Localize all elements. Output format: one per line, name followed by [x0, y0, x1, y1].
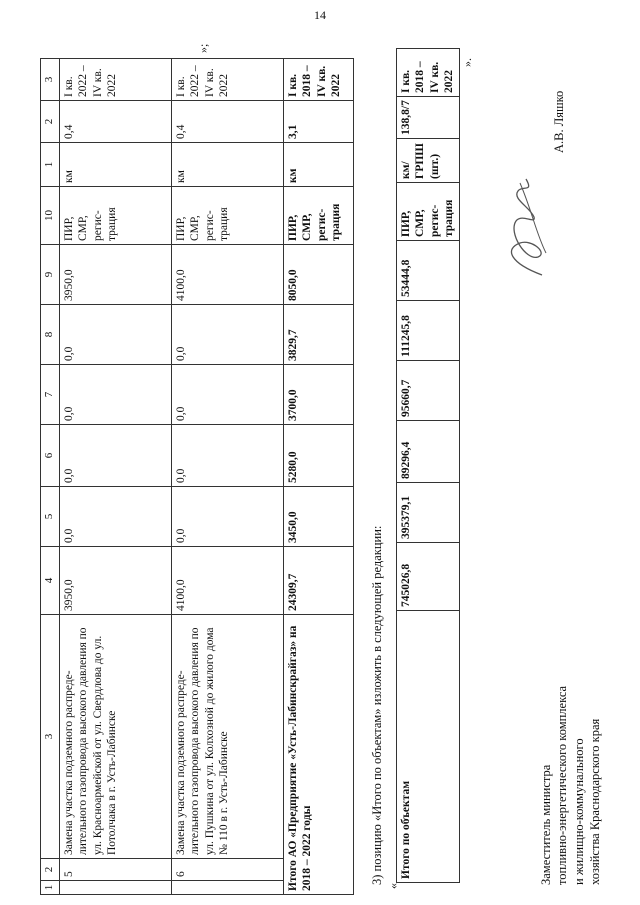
- table-row: [59, 59, 171, 895]
- value-2019: 89296,4: [397, 421, 460, 483]
- value-2022: 3950,0: [59, 245, 171, 305]
- value-2019: 0,0: [59, 425, 171, 487]
- col-num-4: 4: [41, 547, 60, 615]
- object-name: Замена участка подземного распреде-лительного газопровода высокого давления по ул. Красноармейской от ул. Свердлова до ул. Потолчака в г. Усть-Лабинске: [59, 615, 171, 859]
- col-num-11: 1: [41, 143, 60, 187]
- col-num-1: 1: [41, 881, 60, 895]
- value-2022: 4100,0: [171, 245, 283, 305]
- signatory-title-line: топливно-энергетического комплекса: [555, 685, 570, 885]
- value-2021: 0,0: [171, 305, 283, 365]
- row-number: 6: [171, 859, 283, 881]
- value-2022: 53444,8: [397, 241, 460, 301]
- value-2018: 395379,1: [397, 483, 460, 543]
- signatory-title-line: и жилищно-коммунального: [571, 738, 586, 885]
- signatory-name: А.В. Ляшко: [552, 90, 566, 153]
- col-num-12: 2: [41, 101, 60, 143]
- objects-table: [40, 58, 354, 895]
- row-number: 5: [59, 859, 171, 881]
- value-2021: 3829,7: [283, 305, 353, 365]
- col-num-13: 3: [41, 59, 60, 101]
- col-num-3: 3: [41, 615, 60, 859]
- value-2020: 3700,0: [283, 365, 353, 425]
- total-row: [397, 49, 460, 883]
- quantity: 0,4: [59, 101, 171, 143]
- closing-mark: »;: [196, 43, 210, 53]
- value-2020: 0,0: [171, 365, 283, 425]
- value-2020: 95660,7: [397, 361, 460, 421]
- total-value: 745026,8: [397, 543, 460, 611]
- objects-total-table: [396, 48, 460, 883]
- col-num-8: 8: [41, 305, 60, 365]
- value-2018: 0,0: [59, 487, 171, 547]
- close-quote: ».: [460, 58, 474, 67]
- total-value: 4100,0: [171, 547, 283, 615]
- period: I кв. 2022 – IV кв. 2022: [59, 59, 171, 101]
- col-num-2: 2: [41, 859, 60, 881]
- value-2020: 0,0: [59, 365, 171, 425]
- value-2019: 0,0: [171, 425, 283, 487]
- signatory-title-line: хозяйства Краснодарского края: [587, 718, 602, 885]
- unit: км: [59, 143, 171, 187]
- col-num-6: 6: [41, 425, 60, 487]
- col-num-10: 10: [41, 187, 60, 245]
- total-label: Итого по объектам: [397, 611, 460, 883]
- value-2018: 3450,0: [283, 487, 353, 547]
- total-value: 3950,0: [59, 547, 171, 615]
- value-2021: 111245,8: [397, 301, 460, 361]
- total-value: 24309,7: [283, 547, 353, 615]
- quantity: 138,8/7: [397, 97, 460, 139]
- handwritten-signature: [490, 173, 560, 283]
- col-num-5: 5: [41, 487, 60, 547]
- open-quote: «: [386, 883, 400, 889]
- rotated-content: [40, 25, 600, 895]
- work-type: ПИР, СМР, регис-трация: [283, 187, 353, 245]
- period: I кв. 2018 – IV кв. 2022: [283, 59, 353, 101]
- value-2019: 5280,0: [283, 425, 353, 487]
- col-num-9: 9: [41, 245, 60, 305]
- work-type: ПИР, СМР, регис-трация: [171, 187, 283, 245]
- period: I кв. 2018 – IV кв. 2022: [397, 49, 460, 97]
- row-col-1: [59, 881, 171, 895]
- total-row: [283, 59, 353, 895]
- quantity: 3,1: [283, 101, 353, 143]
- page-number: 14: [314, 8, 326, 22]
- work-type: ПИР, СМР, регис-трация: [59, 187, 171, 245]
- object-name: Замена участка подземного распреде-лительного газопровода высокого давления по ул. Пушкина от ул. Колхозной до жилого дома № 110 в г. Усть-Лабинске: [171, 615, 283, 859]
- clause-text: 3) позицию «Итого по объектам» изложить в следующей редакции:: [370, 525, 384, 885]
- period: I кв. 2022 – IV кв. 2022: [171, 59, 283, 101]
- unit: км: [283, 143, 353, 187]
- row-col-1: [171, 881, 283, 895]
- column-number-row: [41, 59, 60, 895]
- signatory-title: [538, 686, 603, 885]
- signatory-title-line: Заместитель министра: [539, 764, 553, 885]
- total-label: Итого АО «Предприятие «Усть-Лабинскрайгаз» на 2018 – 2022 годы: [283, 615, 353, 895]
- value-2021: 0,0: [59, 305, 171, 365]
- table-row: [171, 59, 283, 895]
- col-num-7: 7: [41, 365, 60, 425]
- value-2018: 0,0: [171, 487, 283, 547]
- value-2022: 8050,0: [283, 245, 353, 305]
- unit: км/ ГРПШ (шт.): [397, 139, 460, 183]
- unit: км: [171, 143, 283, 187]
- work-type: ПИР, СМР, регис-трация: [397, 183, 460, 241]
- quantity: 0,4: [171, 101, 283, 143]
